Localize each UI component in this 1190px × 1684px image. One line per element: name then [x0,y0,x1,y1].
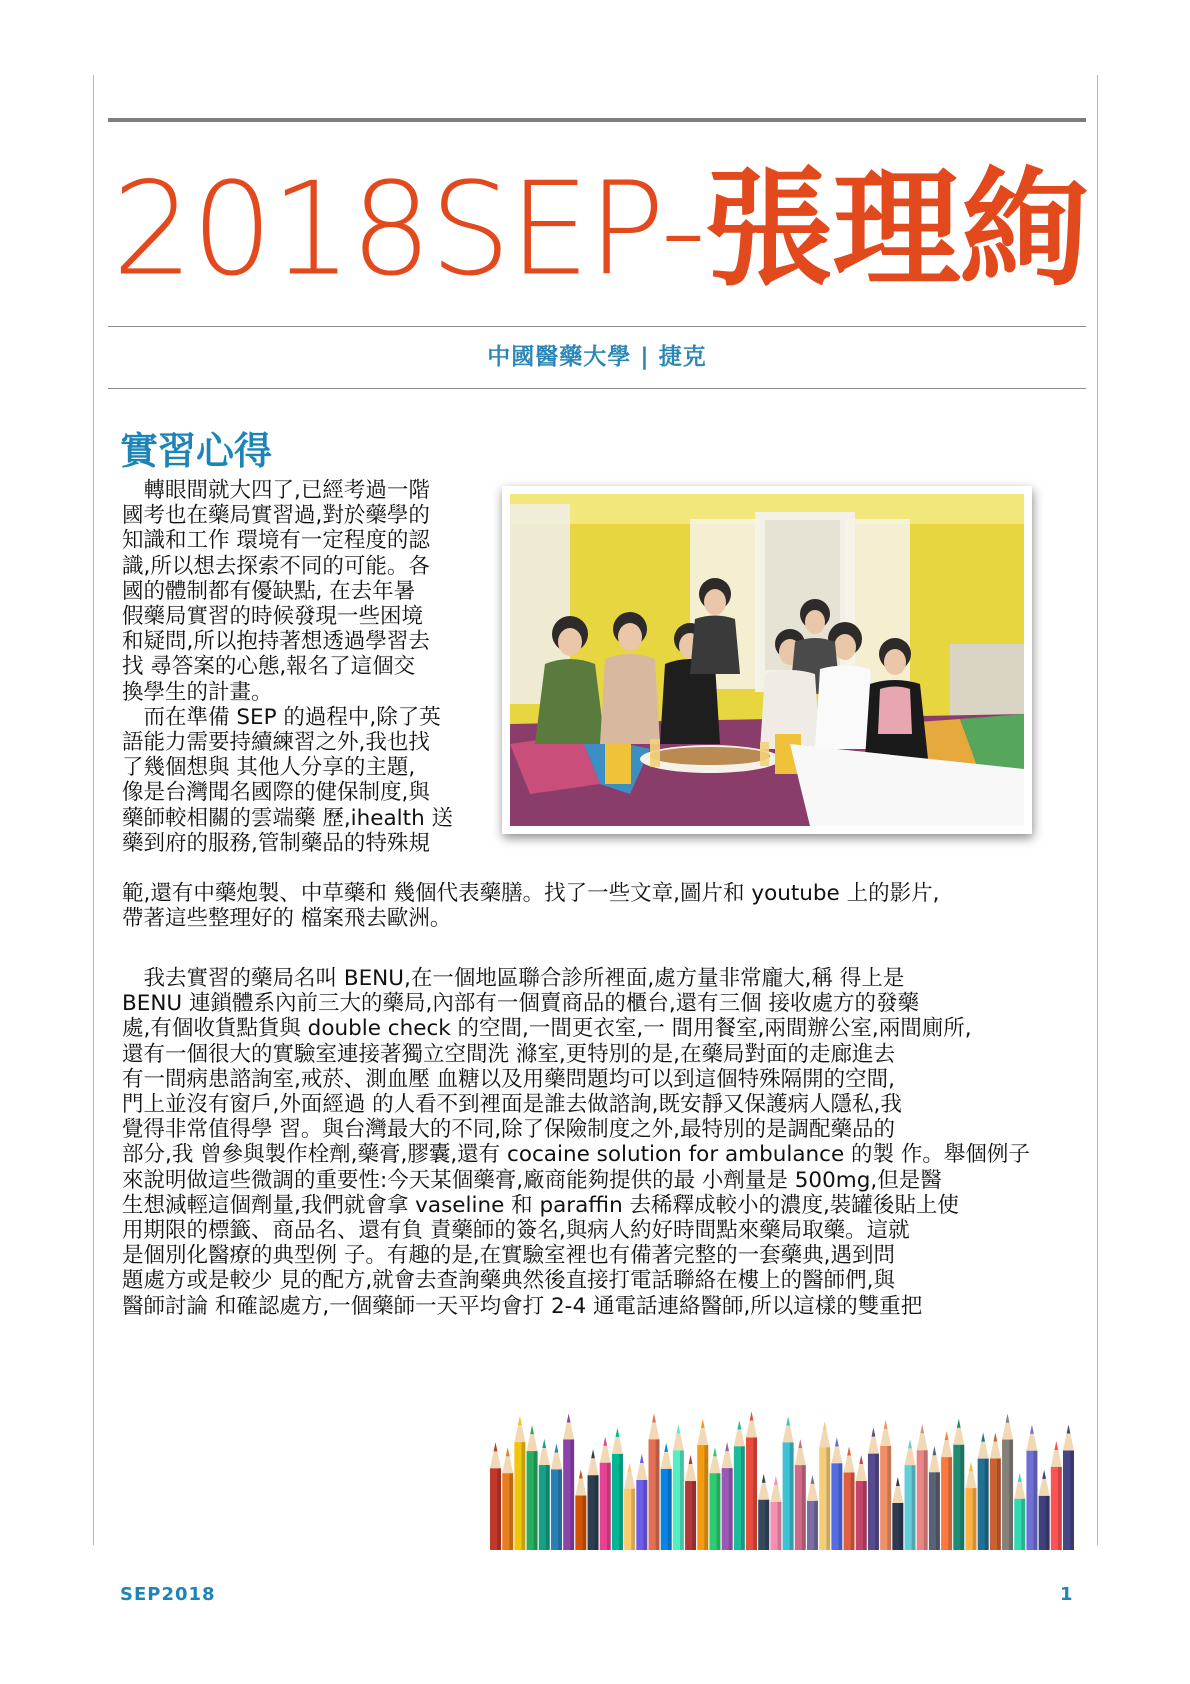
page-title [112,150,1092,310]
paragraph-line: 門上並沒有窗戶,外面經過 的人看不到裡面是誰去做諮詢,既安靜又保護病人隱私,我 [122,1092,902,1118]
pencil [588,1449,599,1550]
pencil [953,1419,964,1550]
pencil [965,1462,976,1550]
paragraph-line: 處,有個收貨點貨與 double check 的空間,一間更衣室,一 間用餐室,兩間辦公室,兩間廁所, [122,1016,972,1042]
pencil [990,1433,1001,1550]
top-rule [108,118,1086,122]
paragraph-line: 還有一個很大的實驗室連接著獨立空間洗 滌室,更特別的是,在藥局對面的走廊進去 [122,1041,896,1067]
pencil [648,1413,659,1550]
pencil [1051,1441,1062,1550]
pencil [673,1424,684,1550]
pencil [892,1477,903,1550]
pencil [502,1447,513,1550]
pencil [734,1420,745,1550]
right-margin-line [1097,75,1098,1545]
paragraph-line: 我去實習的藥局名叫 BENU,在一個地區聯合診所裡面,處方量非常龐大,稱 得上是 [122,966,905,991]
colored-pencils-image [490,1400,1074,1550]
paragraph-1-narrow [122,478,462,856]
group-photo-image [502,486,1032,834]
pencil [941,1431,952,1550]
pencil [880,1420,891,1550]
paragraph-line: 識,所以想去探索不同的可能。各 [122,553,430,579]
pencil [1014,1473,1025,1550]
paragraph-line: 轉眼間就大四了,已經考過一階 [122,478,430,503]
pencil [563,1413,574,1550]
paragraph-line: 生想減輕這個劑量,我們就會拿 vaseline 和 paraffin 去稀釋成較小的濃度,裝罐後貼上使 [122,1192,959,1218]
page-title-latin: 2018SEP- [112,155,705,305]
paragraph-line: 換學生的計畫。 [122,679,273,705]
pencil [758,1474,769,1550]
pencil [831,1437,842,1550]
paragraph-line: 國考也在藥局實習過,對於藥學的 [122,503,430,529]
paragraph-1-wide [122,881,1002,931]
footer-label: SEP2018 [120,1584,216,1605]
paragraph-line: 題處方或是較少 見的配方,就會去查詢藥典然後直接打電話聯絡在樓上的醫師們,與 [122,1268,896,1294]
paragraph-line: 藥到府的服務,管制藥品的特殊規 [122,830,430,856]
pencil [856,1455,867,1550]
paragraph-line: 假藥局實習的時候發現一些困境 [122,604,424,630]
pencil [697,1419,708,1550]
paragraph-line: 知識和工作 環境有一定程度的認 [122,528,430,554]
pencil [722,1442,733,1550]
pencil [539,1439,550,1550]
pencil [600,1437,611,1550]
section-heading: 實習心得 [120,428,273,473]
paragraph-line: 覺得非常值得學 習。與台灣最大的不同,除了保險制度之外,最特別的是調配藥品的 [122,1117,896,1143]
pencil [551,1443,562,1550]
left-margin-line [93,75,94,1545]
pencil [624,1463,635,1550]
paragraph-line: BENU 連鎖體系內前三大的藥局,內部有一個賣商品的櫃台,還有三個 接收處方的發藥 [122,991,919,1017]
pencil [1039,1470,1050,1550]
paragraph-line: 像是台灣聞名國際的健保制度,與 [122,780,430,806]
paragraph-line: 而在準備 SEP 的過程中,除了英 [122,704,441,730]
paragraph-line: 找 尋答案的心態,報名了這個交 [122,654,416,680]
paragraph-line: 用期限的標籤、商品名、還有負 責藥師的簽名,與病人約好時間點來藥局取藥。這就 [122,1218,910,1244]
paragraph-line: 國的體制都有優缺點, 在去年暑 [122,578,416,604]
paragraph-line: 了幾個想與 其他人分享的主題, [122,755,416,781]
pencil [905,1439,916,1550]
pencil [1002,1414,1013,1550]
paragraph-line: 是個別化醫療的典型例 子。有趣的是,在實驗室裡也有備著完整的一套藥典,遇到問 [122,1243,896,1269]
subtitle-bottom-rule [108,388,1086,389]
page-number: 1 [1060,1584,1073,1605]
paragraph-line: 藥師較相關的雲端藥 歷,ihealth 送 [122,805,454,831]
pencil [661,1443,672,1550]
subtitle: 中國醫藥大學 | 捷克 [487,344,707,370]
pencil [795,1439,806,1550]
paragraph-line: 帶著這些整理好的 檔案飛去歐洲。 [122,906,452,932]
pencil [612,1428,623,1550]
pencil [709,1447,720,1550]
pencil [978,1433,989,1550]
paragraph-line: 來說明做這些微調的重要性:今天某個藥膏,廠商能夠提供的最 小劑量是 500mg,但是醫 [122,1167,942,1193]
pencil [868,1428,879,1550]
paragraph-line: 醫師討論 和確認處方,一個藥師一天平均會打 2-4 通電話連絡醫師,所以這樣的雙重把 [122,1293,923,1319]
pencil [929,1446,940,1550]
paragraph-line: 語能力需要持續練習之外,我也找 [122,730,430,756]
pencil [636,1454,647,1550]
pencil [783,1416,794,1550]
pencil [490,1442,501,1550]
pencil [844,1447,855,1550]
subtitle-top-rule [108,326,1086,327]
paragraph-line: 範,還有中藥炮製、中草藥和 幾個代表藥膳。找了一些文章,圖片和 youtube 上的影片, [122,881,940,906]
pencil [917,1424,928,1550]
paragraph-line: 和疑問,所以抱持著想透過學習去 [122,629,430,655]
paragraph-line: 部分,我 曾參與製作栓劑,藥膏,膠囊,還有 cocaine solution for ambulance 的製 作。舉個例子 [122,1142,1030,1168]
pencil [527,1425,538,1550]
pencil [770,1476,781,1550]
pencil [514,1416,525,1550]
group-photo-icon [510,494,1024,826]
paragraph-line: 有一間病患諮詢室,戒菸、測血壓 血糖以及用藥問題均可以到這個特殊隔開的空間, [122,1066,896,1092]
pencil [1063,1425,1074,1550]
pencil [575,1470,586,1550]
page-title-name: 張理絢 [704,155,1089,305]
paragraph-2 [122,966,1030,1319]
pencil [1026,1425,1037,1550]
pencil [819,1421,830,1550]
pencil [746,1412,757,1550]
pencil [685,1455,696,1550]
pencil [807,1475,818,1550]
